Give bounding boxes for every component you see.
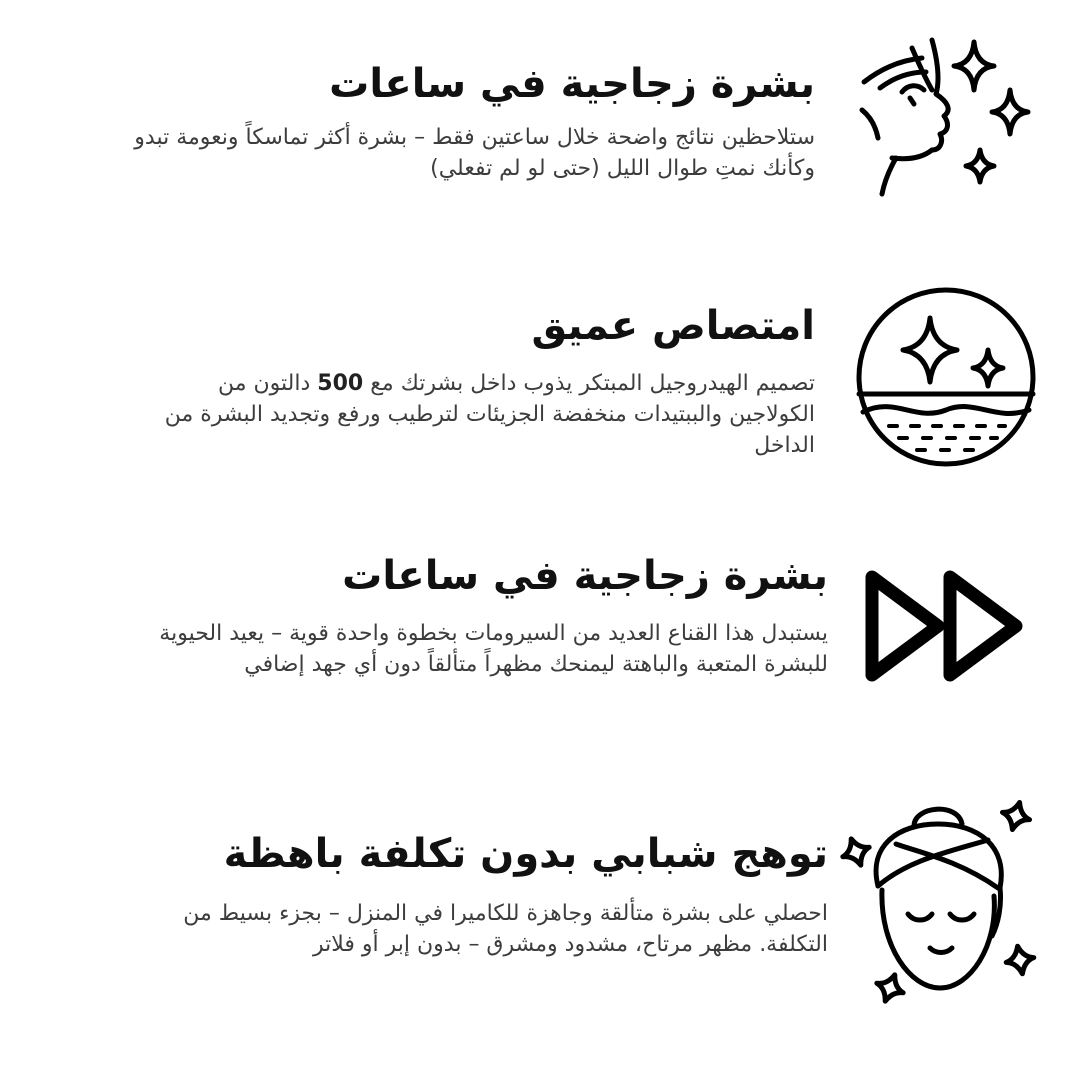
- dalton-value: 500: [317, 371, 364, 396]
- feature-description: يستبدل هذا القناع العديد من السيرومات بخطوة واحدة قوية – يعيد الحيوية للبشرة المتعبة والباهتة ليمنحك مظهراً متألقاً دون أي جهد إضافي: [159, 621, 828, 677]
- feature-glass-skin: [105, 58, 815, 184]
- feature-description-rest: دالتون من الكولاجين والببتيدات منخفضة الجزيئات لترطيب ورفع وتجديد البشرة من الداخل: [164, 371, 815, 458]
- skin-absorption-icon: [855, 286, 1037, 468]
- feature-deep-absorption: [105, 300, 815, 461]
- fast-forward-icon: [862, 565, 1027, 687]
- feature-description: [155, 368, 815, 461]
- face-sparkles-icon: [852, 32, 1037, 202]
- feature-title: توهج شبابي بدون تكلفة باهظة: [223, 831, 828, 877]
- feature-title: بشرة زجاجية في ساعات: [329, 61, 815, 107]
- feature-description-start: تصميم الهيدروجيل المبتكر يذوب داخل بشرتك مع: [370, 371, 815, 396]
- relaxed-face-sparkles-icon: [838, 796, 1038, 1006]
- feature-youthful-glow: [108, 828, 828, 960]
- feature-title: بشرة زجاجية في ساعات: [342, 553, 828, 599]
- feature-glass-skin-serum: [108, 550, 828, 680]
- feature-description: احصلي على بشرة متألقة وجاهزة للكاميرا في المنزل – بجزء بسيط من التكلفة. مظهر مرتاح، مشدود ومشرق – بدون إبر أو فلاتر: [183, 901, 828, 957]
- feature-title: امتصاص عميق: [531, 303, 815, 349]
- feature-description: ستلاحظين نتائج واضحة خلال ساعتين فقط – بشرة أكثر تماسكاً ونعومة تبدو وكأنك نمتِ طوال الليل (حتى لو لم تفعلي): [134, 125, 815, 181]
